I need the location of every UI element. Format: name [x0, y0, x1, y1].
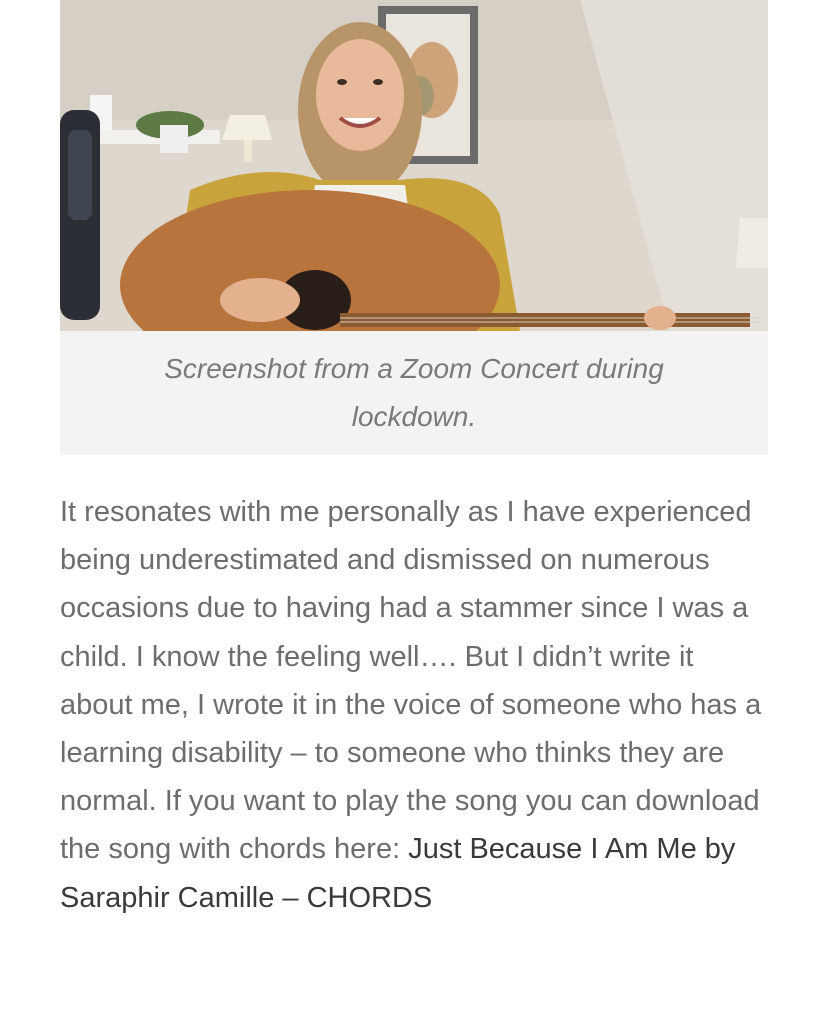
paragraph-text: It resonates with me personally as I have experienced being underestimated and dismissed on numerous occasions due to having had a stammer since I was a child. I know the feeling well…. But I didn’t write it about me, I wrote it in the voice of someone who has a learning disability – to someone who thinks they are normal. If you want to play the song you can download the song with chords here: [60, 496, 762, 866]
article-figure [60, 0, 768, 455]
concert-photo [60, 0, 768, 331]
figure-caption: Screenshot from a Zoom Concert during lockdown. [164, 353, 664, 432]
article-body [60, 488, 772, 922]
concert-photo-illustration [60, 0, 768, 331]
chords-download-link[interactable]: Just Because I Am Me by Saraphir Camille – CHORDS [60, 833, 736, 914]
figure-caption-box [60, 331, 768, 455]
article-paragraph [60, 488, 772, 922]
